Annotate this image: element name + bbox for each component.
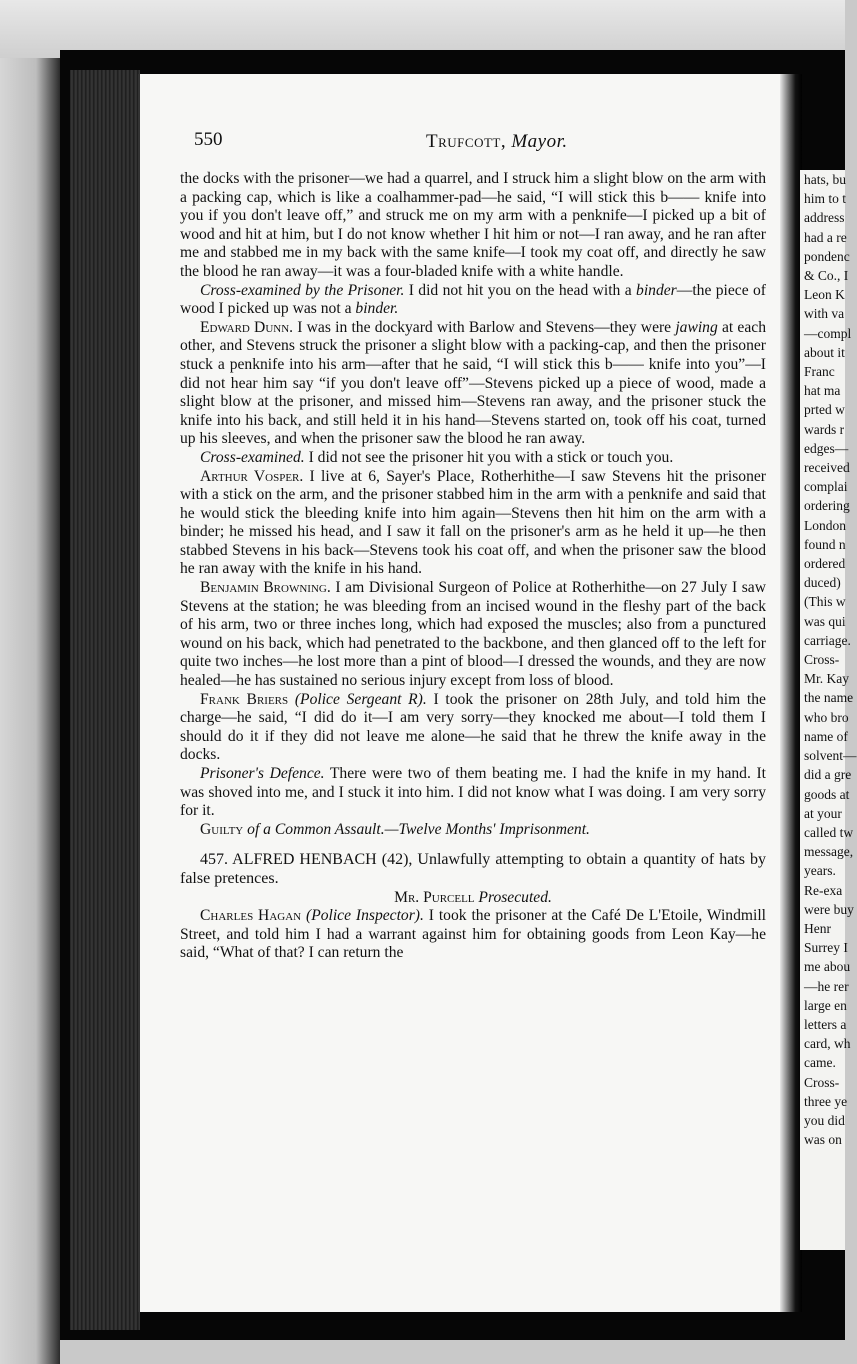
facing-page-line: & Co., I (804, 268, 849, 284)
witness-name: Charles Hagan (200, 907, 302, 925)
facing-page-line: Henr (804, 920, 831, 936)
book-left-edge (0, 58, 60, 1364)
prosecutor-role: Prosecuted. (474, 888, 552, 906)
witness-name: Arthur Vosper. (200, 467, 304, 485)
witness-role: (Police Inspector). (306, 907, 424, 925)
prosecutor-name: Mr. Purcell (394, 888, 475, 906)
paragraph-text: I did not see the prisoner hit you with a stick or touch you. (304, 448, 674, 466)
facing-page-line: —he rer (804, 978, 849, 994)
facing-page-line: card, wh (804, 1036, 851, 1052)
facing-page-line: goods at (804, 786, 850, 802)
book-gutter (780, 74, 802, 1312)
facing-page-line: with va (804, 306, 845, 322)
page-number: 550 (194, 129, 223, 150)
facing-page-line: at your (804, 805, 842, 821)
facing-page-line: message, (804, 844, 854, 860)
facing-page-line: about it (804, 344, 845, 360)
page-edges (70, 70, 140, 1330)
paragraph-cross-examined-2 (180, 449, 766, 468)
facing-page-line: had a re (804, 229, 847, 245)
facing-page-line: were buy (804, 901, 854, 917)
facing-page-line: Re-exa (804, 882, 843, 898)
facing-page-line: carriage. (804, 632, 851, 648)
paragraph-text: I was in the dockyard with Barlow and Stevens—they were (293, 318, 676, 336)
paragraph-text: I took the prisoner on 28th July, and told him the charge—he said, “I did do it—I am very sorry—they knocked me about—I told them I should do it if they did not leave me alone—he said that he threw the knife away in the docks. (180, 690, 766, 764)
facing-page-line: London (804, 517, 846, 533)
facing-page-line: large en (804, 997, 847, 1013)
facing-page-line: three ye (804, 1093, 848, 1109)
witness-name: Edward Dunn. (200, 318, 294, 336)
facing-page-line: Surrey I (804, 940, 848, 956)
facing-page-line: years. (804, 863, 836, 879)
paragraph-frank-briers (180, 691, 766, 765)
paragraph-charles-hagan (180, 907, 766, 963)
page-body (180, 170, 766, 963)
facing-page-line: —compl (804, 325, 852, 341)
facing-page-line: the name (804, 690, 854, 706)
facing-page-line: called tw (804, 824, 854, 840)
facing-page-line: hats, bu (804, 172, 846, 187)
facing-page-line: Mr. Kay (804, 671, 849, 687)
facing-page-line: Leon K (804, 287, 845, 303)
facing-page-line: hat ma (804, 383, 841, 399)
paragraph-text: —the piece of wood I picked up was not a (180, 281, 766, 318)
facing-page-line: wards r (804, 421, 845, 437)
paragraph-arthur-vosper (180, 468, 766, 580)
paragraph-text: I took the prisoner at the Café De L'Etoile, Windmill Street, and told him I had a warrant against him for obtaining goods from Leon Kay—he said, “What of that? I can return the (180, 907, 766, 962)
italic-word: jawing (675, 318, 718, 336)
facing-page-line: address (804, 210, 845, 226)
verdict (180, 821, 766, 840)
facing-page-line: solvent— (804, 748, 857, 764)
facing-page-line: me abou (804, 959, 851, 975)
facing-page-line: received (804, 460, 850, 476)
verdict-guilty: Guilty (200, 820, 244, 838)
cross-examined-label: Cross-examined. (200, 448, 305, 466)
facing-page-line: him to t (804, 191, 847, 207)
facing-page-line: letters a (804, 1016, 847, 1032)
facing-page-line: prted w (804, 402, 845, 418)
facing-page-line: complai (804, 479, 848, 495)
facing-page-line: Cross- (804, 652, 840, 668)
facing-page-line: (This w (804, 594, 846, 610)
italic-word: binder. (355, 300, 399, 318)
facing-page-line: was qui (804, 613, 846, 629)
defence-label: Prisoner's Defence. (200, 765, 325, 782)
facing-page-line: came. (804, 1055, 836, 1071)
facing-page-line: did a gre (804, 767, 852, 783)
paragraph-text: There were two of them beating me. I had the knife in my hand. It was shoved into me, and I stuck it into him. I did not know what I was doing. I am very sorry for it. (180, 765, 766, 820)
paragraph-edward-dunn (180, 319, 766, 449)
running-head-mayor: Mayor. (511, 131, 568, 152)
cross-examined-label: Cross-examined by the Prisoner. (200, 281, 405, 299)
paragraph-text: at each other, and Stevens struck the prisoner a slight blow with a packing-cap, and then the prisoner stuck a penknife into his arm—after that he said, “I will stick this b—— knife into you”—I did not hear him say “if you don't leave off”—Stevens picked up a piece of wood, made a slight blow at the prisoner, and missed him—Stevens ran away, and the prisoner stuck the knife into his back, and still held it in his hand—Stevens started on, took off his coat, turned up his sleeves, and when the prisoner saw the blood he ran away. (180, 318, 766, 448)
facing-page-line: Cross- (804, 1074, 840, 1090)
paragraph-continued: the docks with the prisoner—we had a quarrel, and I struck him a slight blow on the arm with a packing cap, which is like a coalhammer-pad—he said, “I will stick this b—— knife into you if you don't leave off,” and struck me on my arm with a penknife—I picked up a bit of wood and hit at him, but I do not know whether I hit him or not—I ran away, and he ran after me and stabbed me in my back with the same knife—I took my coat off, and directly he saw the blood he ran away—it was a four-bladed knife with a white handle. (180, 170, 766, 280)
witness-role: (Police Sergeant R). (294, 690, 427, 708)
paragraph-benjamin-browning (180, 579, 766, 691)
paragraph-text: I did not hit you on the head with a (404, 281, 637, 299)
facing-page-line: ordering (804, 498, 850, 514)
facing-page-line: name of (804, 728, 848, 744)
facing-page-line: you did (804, 1112, 845, 1128)
running-head (426, 131, 568, 153)
witness-name: Benjamin Browning. (200, 579, 331, 597)
paragraph-text: I am Divisional Surgeon of Police at Rotherhithe—on 27 July I saw Stevens at the station; he was bleeding from an incised wound in the fleshy part of the back of his arm, two or three inches long, which had exposed the muscles; also from a punctured wound on his back, which had penetrated to the backbone, and then glanced off to the left for quite two inches—he lost more than a pint of blood—I dressed the wounds, and they are now healed—he has sustained no serious injury except from loss of blood. (180, 579, 766, 690)
facing-page-line: found n (804, 536, 846, 552)
facing-page-line: who bro (804, 709, 849, 725)
facing-page-line: pondenc (804, 248, 850, 264)
facing-page-line: Franc (804, 364, 835, 380)
case-heading: 457. ALFRED HENBACH (42), Unlawfully attempting to obtain a quantity of hats by false pretences. (180, 851, 766, 887)
facing-page-line: duced) (804, 575, 841, 591)
paragraph-cross-examined (180, 282, 766, 319)
facing-page-line: was on (804, 1132, 842, 1148)
running-head-name: Trufcott, (426, 131, 507, 152)
facing-page (800, 170, 857, 1250)
facing-page-line: edges— (804, 440, 849, 456)
italic-word: binder (636, 281, 677, 299)
prosecutor-line (180, 889, 766, 908)
facing-page-line: ordered (804, 556, 846, 572)
paragraph-text: I live at 6, Sayer's Place, Rotherhithe—I saw Stevens hit the prisoner with a stick on the arm, and the prisoner stabbed him in the arm with a penknife and said that he would stick the bleeding knife into him again—Stevens then hit him on the arm with a binder; he missed his head, and I saw it fall on the prisoner's arm as he held it up—he then stabbed Stevens in his back—Stevens took his coat off, and when the prisoner saw the blood he ran away with the knife in his hand. (180, 467, 766, 578)
paragraph-prisoner-defence (180, 765, 766, 821)
witness-name: Frank Briers (200, 690, 289, 708)
verdict-sentence: of a Common Assault.—Twelve Months' Imprisonment. (243, 820, 590, 838)
